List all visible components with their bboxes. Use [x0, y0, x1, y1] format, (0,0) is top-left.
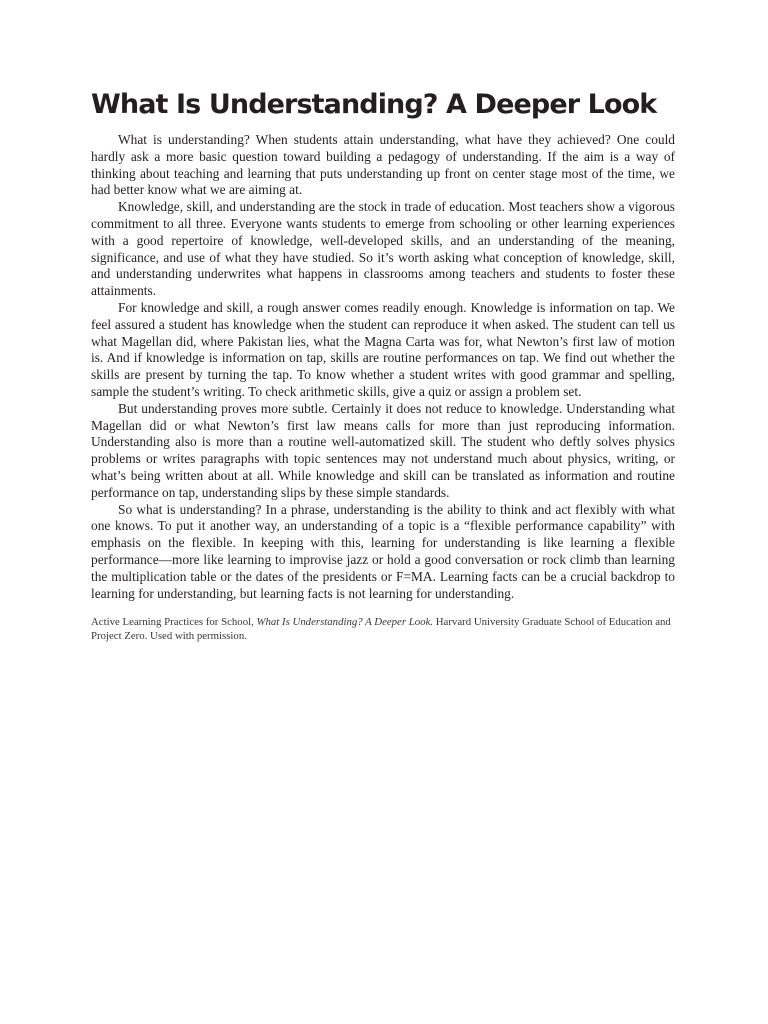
- paragraph: Knowledge, skill, and understanding are the stock in trade of education. Most teachers show a vigorous commitment to all three. Everyone wants students to emerge from schooling or other learning experiences with a good repertoire of knowledge, well-developed skills, and an understanding of the meaning, significance, and use of what they have studied. So it’s worth asking what conception of knowledge, skill, and understanding underwrites what happens in classrooms among teachers and students to foster these attainments.: [91, 199, 675, 299]
- citation-prefix: Active Learning Practices for School,: [91, 616, 257, 629]
- source-citation: [91, 615, 675, 643]
- article-body: [91, 132, 675, 602]
- citation-suffix: Harvard University Graduate School of Education and Project Zero. Used with permission.: [91, 616, 671, 643]
- page-title: What Is Understanding? A Deeper Look: [91, 89, 657, 120]
- paragraph: For knowledge and skill, a rough answer comes readily enough. Knowledge is information on tap. We feel assured a student has knowledge when the student can reproduce it when asked. The student can tell us what Magellan did, where Pakistan lies, what the Magna Carta was for, what Newton’s first law of motion is. And if knowledge is information on tap, skills are routine performances on tap. We find out whether the skills are present by turning the tap. To know whether a student writes with good grammar and spelling, sample the student’s writing. To check arithmetic skills, give a quiz or assign a problem set.: [91, 299, 675, 399]
- paragraph: What is understanding? When students attain understanding, what have they achieved? One could hardly ask a more basic question toward building a pedagogy of understanding. If the aim is a way of thinking about teaching and learning that puts understanding up front on center stage most of the time, we had better know what we are aiming at.: [91, 132, 675, 198]
- paragraph: But understanding proves more subtle. Certainly it does not reduce to knowledge. Understanding what Magellan did or what Newton’s first law means calls for more than just reproducing information. Understanding also is more than a routine well-automatized skill. The student who deftly solves physics problems or writes paragraphs with topic sentences may not understand much about physics, writing, or what’s being written about at all. While knowledge and skill can be translated as information and routine performance on tap, understanding slips by these simple standards.: [91, 400, 675, 500]
- paragraph: So what is understanding? In a phrase, understanding is the ability to think and act flexibly with what one knows. To put it another way, an understanding of a topic is a “flexible performance capability” with emphasis on the flexible. In keeping with this, learning for understanding is like learning a flexible performance—more like learning to improvise jazz or hold a good conversation or rock climb than learning the multiplication table or the dates of the presidents or F=MA. Learning facts can be a crucial backdrop to learning for understanding, but learning facts is not learning for understanding.: [91, 501, 675, 601]
- document-page: [91, 88, 675, 643]
- citation-title: What Is Understanding? A Deeper Look.: [256, 616, 434, 629]
